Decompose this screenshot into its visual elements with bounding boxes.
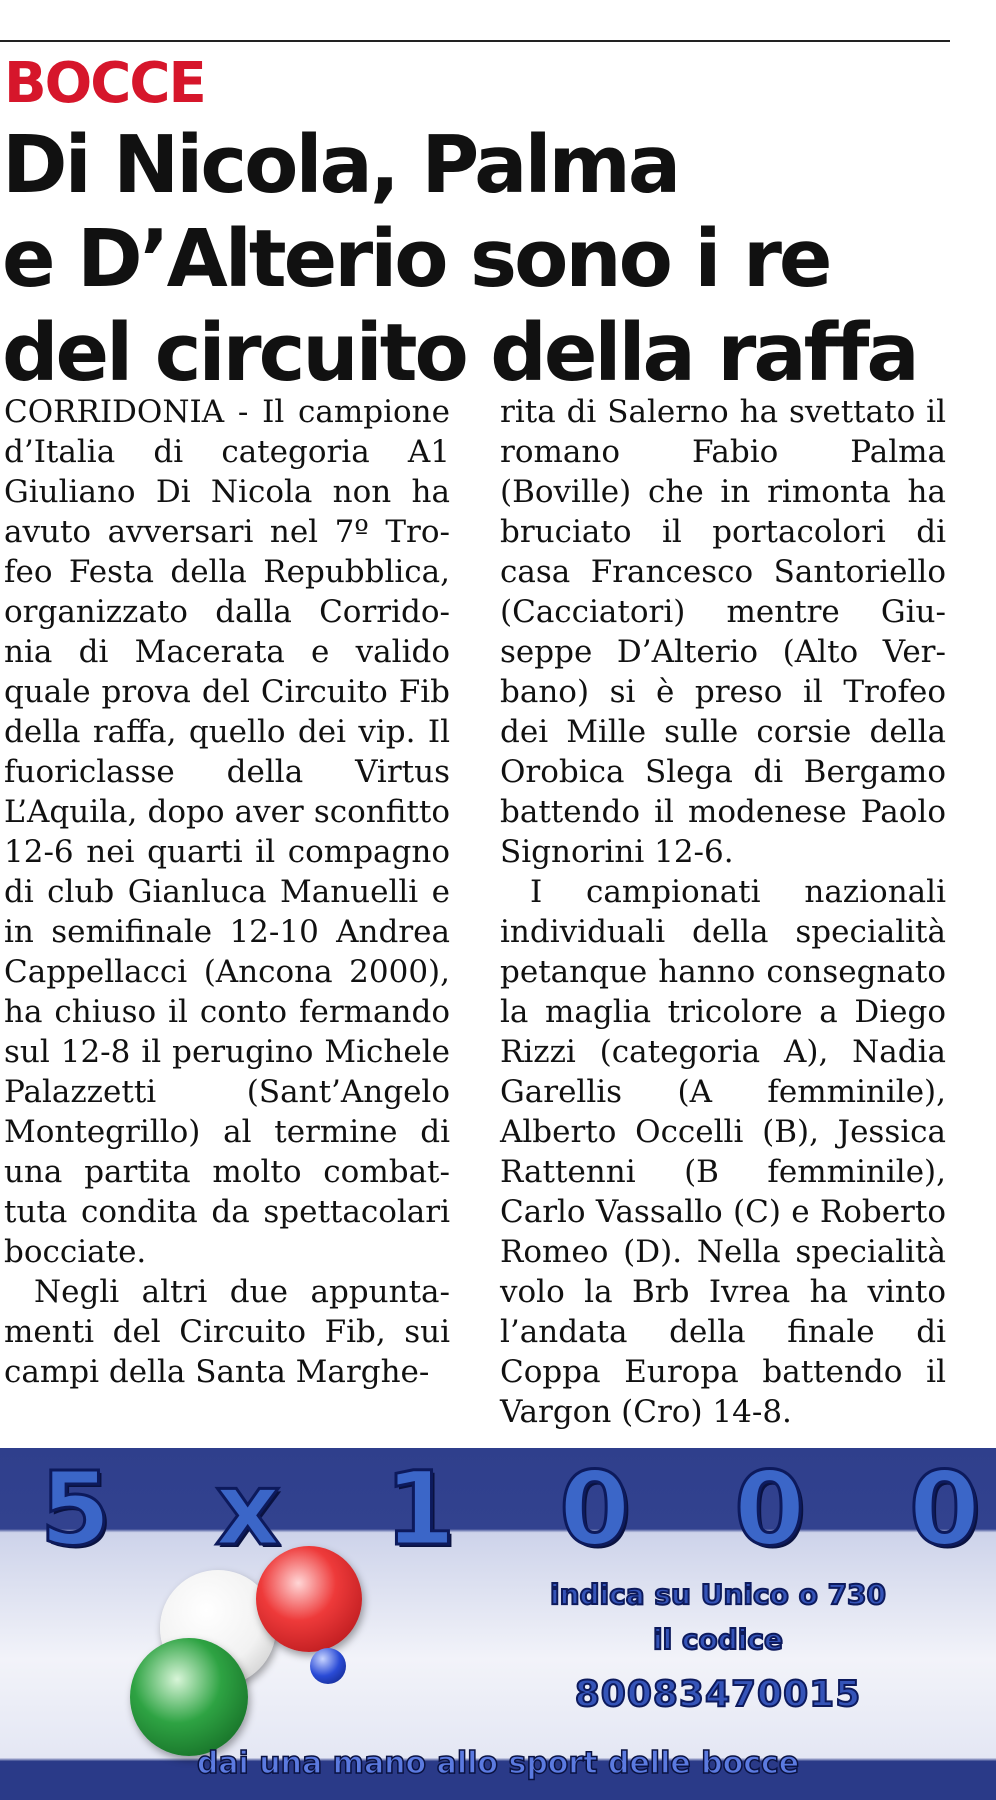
ad-instruction: indica su Unico o 730	[549, 1578, 887, 1611]
headline-line-3: del circuito della raffa	[2, 307, 917, 399]
advertisement-banner	[0, 1448, 996, 1800]
article-paragraph-1: CORRIDONIA - Il campione d’Italia di categoria A1 Giuliano Di Nicola non ha avuto avversari nel 7º Trofeo Festa della Repubblica, organizzato dalla Corridonia di Macerata e valido quale prova del Circuito Fib della raffa, quello dei vip. Il fuoriclasse della Virtus L’Aquila, dopo aver sconfitto 12-6 nei quarti il compagno di club Gianluca Manuelli e in semifinale 12-10 Andrea Cappellacci (Ancona 2000), ha chiuso il conto fermando sul 12-8 il perugino Michele Palazzetti (Sant’Angelo Montegrillo) al termine di una partita molto combattuta condita da spettacolari bocciate.	[4, 394, 450, 1270]
ad-tax-code: 80083470015	[574, 1674, 862, 1715]
ad-big-char: 0	[559, 1450, 631, 1569]
ad-big-char: 1	[384, 1450, 456, 1569]
ad-big-char: 0	[734, 1450, 806, 1569]
article-paragraph-3: I campionati nazionali individuali della specialità petanque hanno consegnato la maglia tricolore a Diego Rizzi (categoria A), Nadia Garellis (A femminile), Alberto Occelli (B), Jessica Rattenni (B femminile), Carlo Vassallo (C) e Roberto Romeo (D). Nella specialità volo la Brb Ivrea ha vinto l’andata della finale di Coppa Europa battendo il Vargon (Cro) 14-8.	[500, 874, 946, 1430]
green-bocce-ball-icon	[130, 1638, 248, 1756]
headline-line-1: Di Nicola, Palma	[2, 119, 679, 211]
section-label: BOCCE	[4, 51, 205, 116]
ad-big-char: 5	[40, 1450, 111, 1569]
ad-tagline: dai una mano allo sport delle bocce	[196, 1746, 800, 1781]
red-bocce-ball-icon	[256, 1546, 362, 1652]
ad-big-number	[40, 1448, 980, 1572]
article-column-2	[500, 392, 946, 1432]
article-paragraph-2-end: rita di Salerno ha svettato il romano Fabio Palma (Boville) che in rimonta ha bruciato il portacolori di casa Francesco Santoriello (Cacciatori) mentre Giuseppe D’Alterio (Alto Verbano) si è preso il Trofeo dei Mille sulle corsie della Orobica Slega di Bergamo battendo il modenese Paolo Signorini 12-6.	[500, 394, 946, 870]
jack-ball-icon	[310, 1648, 346, 1684]
ad-code-label: il codice	[652, 1623, 783, 1656]
headline-line-2: e D’Alterio sono i re	[2, 213, 830, 305]
article-paragraph-2-start: Negli altri due appuntamenti del Circuito Fib, sui campi della Santa Marghe-	[4, 1274, 450, 1390]
ad-big-char: 0	[908, 1450, 980, 1569]
ad-big-char: x	[214, 1450, 281, 1569]
top-rule	[0, 40, 950, 42]
article-column-1	[4, 392, 450, 1392]
headline	[2, 118, 962, 400]
